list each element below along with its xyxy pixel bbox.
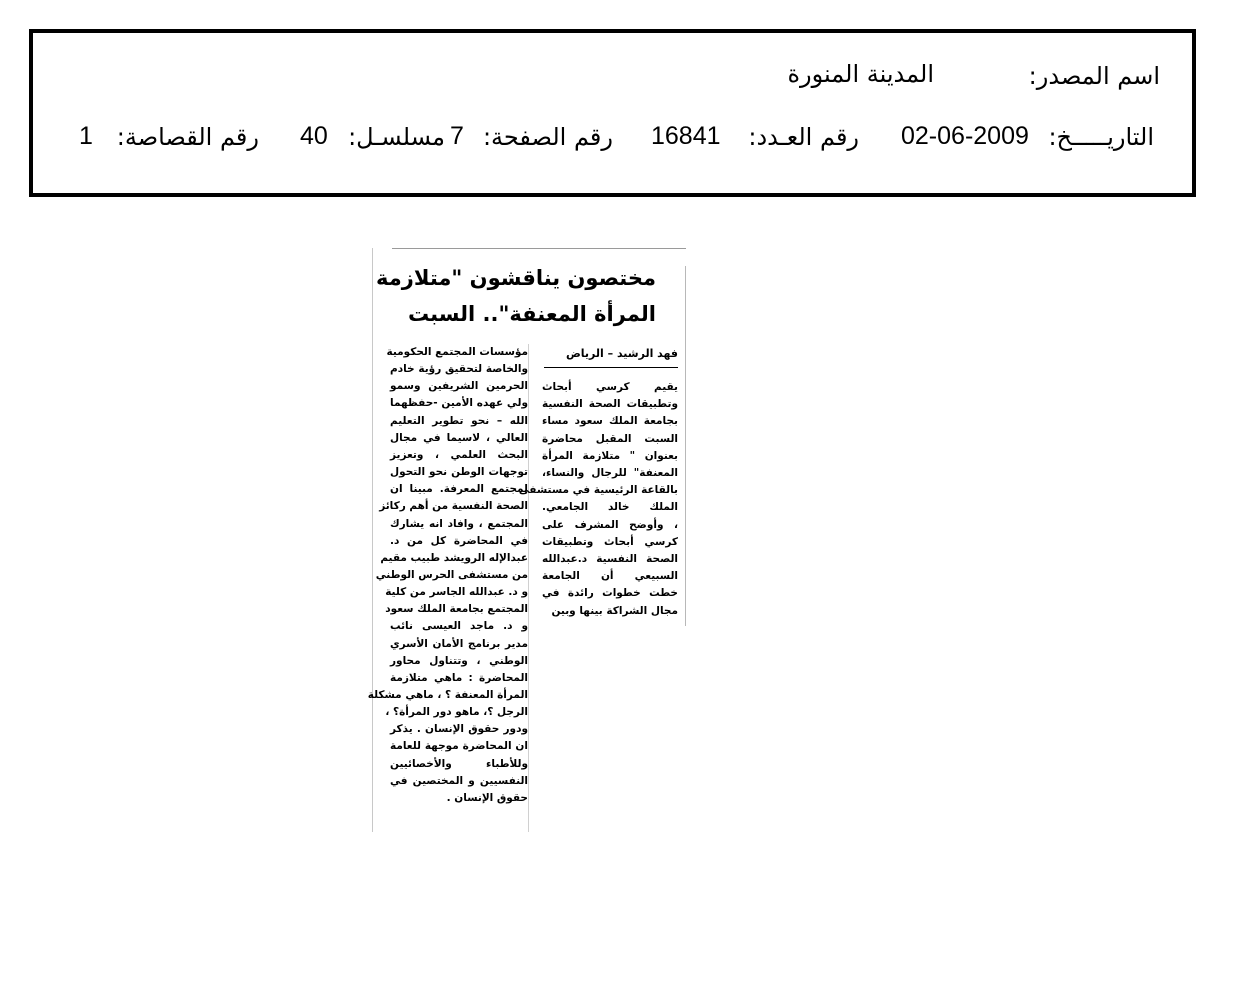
article-text-line: الرجل ؟، ماهو دور المرأة؟ ، <box>385 706 528 719</box>
headline-line-2: المرأة المعنفة".. السبت <box>407 302 656 326</box>
article-text-line: من مستشفى الحرس الوطني <box>375 568 528 581</box>
article-text-line: المعنفة" للرجال والنساء، <box>542 467 678 479</box>
clip-label: رقم القصاصة: <box>116 123 259 151</box>
article-text-line: ودور حقوق الإنسان . يذكر <box>390 723 528 736</box>
article-text-line: توجهات الوطن نحو التحول <box>390 466 528 479</box>
page-label: رقم الصفحة: <box>482 123 613 151</box>
article-text-line: بالقاعة الرئيسية في مستشفى <box>518 484 678 497</box>
article-text-line: مجال الشراكة بينها وبين <box>551 604 678 617</box>
article-text-line: في المحاضرة كل من د. <box>390 534 528 547</box>
date-value: 02-06-2009 <box>901 122 1029 150</box>
article-text-line: الحرمين الشريفين وسمو <box>390 380 528 393</box>
article-text-line: المجتمع ، وافاد انه يشارك <box>390 517 528 530</box>
article-text-line: كرسي أبحاث وتطبيقات <box>542 535 678 548</box>
article-text-line: المحاضرة : ماهي متلازمة <box>390 671 528 684</box>
date-label: التاريـــــخ: <box>1048 123 1154 151</box>
article-text-line: وللأطباء والأخصائيين <box>390 757 528 770</box>
article-text-line: بجامعة الملك سعود مساء <box>542 415 678 428</box>
headline-line-1: مختصون يناقشون "متلازمة <box>376 266 656 290</box>
serial-label: مسلسـل: <box>348 123 445 151</box>
newspaper-clipping <box>367 248 688 832</box>
clip-value: 1 <box>79 122 93 150</box>
article-text-line: ، وأوضح المشرف على <box>542 518 678 531</box>
column-divider <box>528 344 529 832</box>
byline: فهد الرشيد – الرياض <box>565 347 678 360</box>
article-text-line: الصحة النفسية د.عبدالله <box>542 553 678 565</box>
page-value: 7 <box>450 122 464 150</box>
article-text-line: وتطبيقات الصحة النفسية <box>542 398 678 411</box>
clipping-left-edge <box>372 248 373 832</box>
article-text-line: بعنوان " متلازمة المرأة <box>542 449 678 462</box>
serial-value: 40 <box>300 122 328 150</box>
article-text-line: عبدالإله الرويشد طبيب مقيم <box>380 551 528 564</box>
article-text-line: الله – نحو تطوير التعليم <box>390 414 528 427</box>
article-text-line: حقوق الإنسان . <box>446 791 528 804</box>
article-text-line: العالي ، لاسيما في مجال <box>390 431 528 444</box>
article-text-line: مدير برنامج الأمان الأسري <box>390 637 528 650</box>
article-text-line: السبيعي أن الجامعة <box>542 570 678 583</box>
article-text-line: لمجتمع المعرفة. مبينا ان <box>390 483 528 496</box>
article-text-line: ان المحاضرة موجهة للعامة <box>390 740 528 753</box>
clipping-right-edge <box>685 266 686 626</box>
article-text-line: الصحة النفسية من أهم ركائز <box>379 500 528 513</box>
source-value: المدينة المنورة <box>787 60 934 88</box>
source-info-box <box>29 29 1196 197</box>
clipping-top-edge <box>392 248 686 249</box>
article-text-line: المرأة المعنفة ؟ ، ماهي مشكلة <box>367 689 528 701</box>
article-text-line: خطت خطوات رائدة في <box>542 587 678 600</box>
article-text-line: و د. عبدالله الجاسر من كلية <box>385 586 528 599</box>
article-text-line: مؤسسات المجتمع الحكومية <box>386 346 528 358</box>
article-text-line: والخاصة لتحقيق رؤية خادم <box>390 363 528 376</box>
source-label: اسم المصدر: <box>1028 62 1160 90</box>
article-text-line: ولي عهده الأمين -حفظهما <box>390 397 528 410</box>
article-text-line: الملك خالد الجامعي. <box>542 501 678 514</box>
article-text-line: النفسيين و المختصين في <box>390 774 528 787</box>
issue-label: رقم العـدد: <box>748 123 859 151</box>
article-text-line: يقيم كرسي أبحاث <box>542 381 678 393</box>
article-text-line: المجتمع بجامعة الملك سعود <box>385 603 528 616</box>
article-text-line: السبت المقبل محاضرة <box>542 432 678 445</box>
article-text-line: الوطني ، وتتناول محاور <box>390 654 528 667</box>
article-text-line: و د. ماجد العيسى نائب <box>390 620 528 633</box>
article-text-line: البحث العلمي ، وتعزيز <box>390 448 528 461</box>
issue-value: 16841 <box>651 122 721 150</box>
byline-rule <box>544 367 678 368</box>
